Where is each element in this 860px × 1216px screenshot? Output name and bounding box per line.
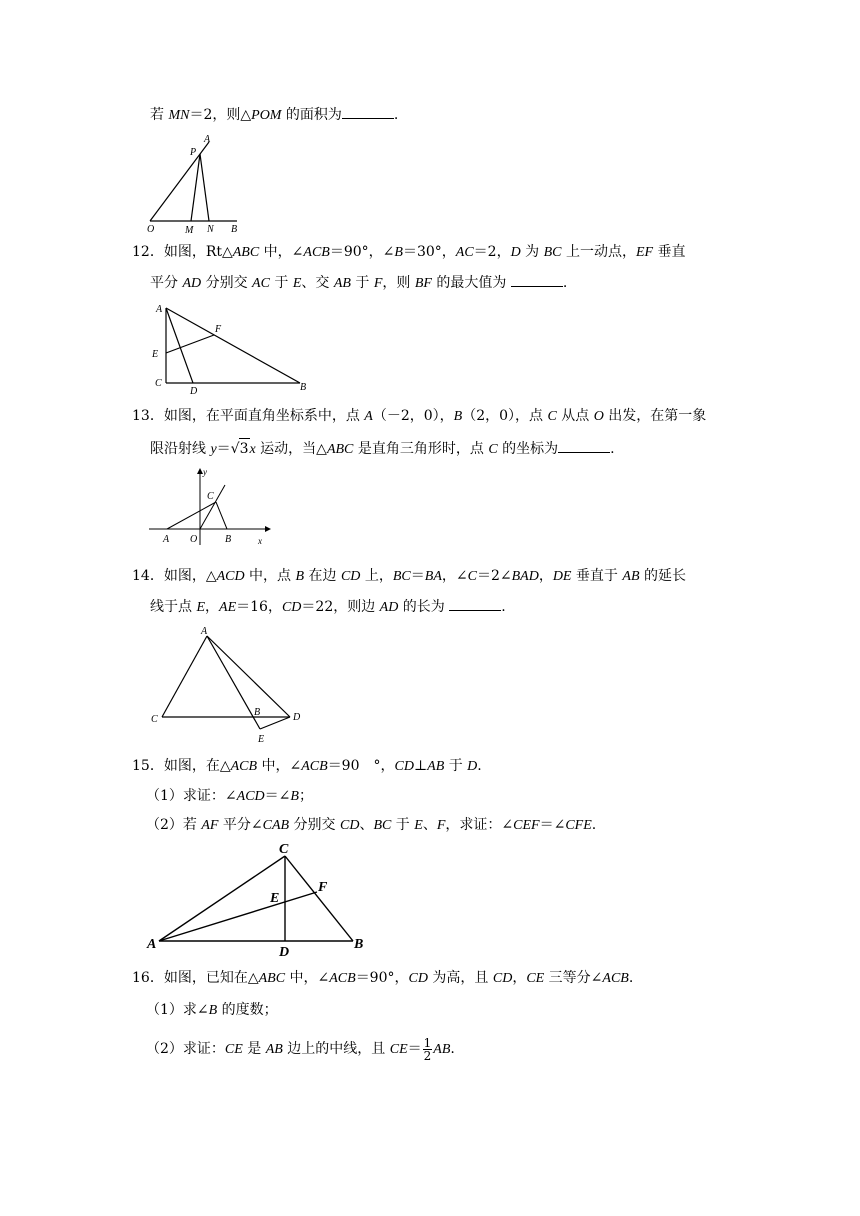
math-var: CE xyxy=(389,1042,408,1057)
math-var: CAB xyxy=(262,818,290,833)
sqrt-sign: √ xyxy=(230,441,240,457)
math-var: CD xyxy=(408,971,428,986)
segment-ae xyxy=(207,636,260,729)
text: 中，∠ xyxy=(285,970,330,986)
math-var: AE xyxy=(219,600,237,615)
text: ； xyxy=(298,788,313,804)
text: 、 xyxy=(359,817,374,833)
text: . xyxy=(628,970,634,986)
text: （2）求证： xyxy=(146,1041,225,1057)
figure-13 xyxy=(145,465,275,550)
label-d: D xyxy=(190,386,198,397)
label-c: C xyxy=(279,842,289,857)
q16-part1 xyxy=(146,1000,278,1021)
segment-ac xyxy=(167,502,216,529)
math-var: B xyxy=(290,789,299,804)
text: 于 xyxy=(444,758,468,774)
math-var: CE xyxy=(224,1042,243,1057)
math-var: C xyxy=(488,442,498,457)
text: ＝ xyxy=(410,568,425,584)
text: 的坐标为 xyxy=(497,441,559,457)
label-b: B xyxy=(254,707,261,718)
text: 上一动点， xyxy=(561,244,636,260)
text: ，则 xyxy=(382,275,415,291)
math-var: E xyxy=(414,818,423,833)
text: ＝22，则边 xyxy=(301,599,380,615)
math-var: AF xyxy=(201,818,219,833)
math-var: AD xyxy=(182,276,202,291)
label-a: A xyxy=(204,134,211,145)
label-f: F xyxy=(215,324,222,335)
math-var: AB xyxy=(433,1042,451,1057)
math-var: BC xyxy=(373,818,392,833)
label-y: y xyxy=(203,467,207,477)
label-e: E xyxy=(270,891,280,906)
label-c: C xyxy=(155,378,162,389)
text: （－2，0）， xyxy=(372,408,454,424)
math-var: DE xyxy=(552,569,572,584)
text: ， xyxy=(205,599,220,615)
text: 的度数； xyxy=(217,1002,278,1018)
math-var: C xyxy=(467,569,477,584)
math-var: AB xyxy=(265,1042,283,1057)
label-d: D xyxy=(293,712,301,723)
math-var: B xyxy=(394,245,403,260)
math-var: O xyxy=(593,409,604,424)
math-var: AC xyxy=(455,245,474,260)
label-a: A xyxy=(147,937,157,952)
text: ，∠ xyxy=(441,568,468,584)
text: 的最大值为 xyxy=(431,275,511,291)
figure-14 xyxy=(145,622,315,747)
fraction-denominator: 2 xyxy=(423,1048,432,1063)
text: . xyxy=(501,599,506,615)
text: . xyxy=(477,758,482,774)
label-c: C xyxy=(151,714,158,725)
math-var: AC xyxy=(252,276,270,291)
math-var: AB xyxy=(622,569,640,584)
label-e: E xyxy=(258,734,265,745)
text: 运动，当△ xyxy=(255,441,327,457)
text: ＝30°， xyxy=(402,244,456,260)
math-var: ACD xyxy=(236,789,265,804)
bisector-af xyxy=(159,892,317,941)
text: 上， xyxy=(360,568,393,584)
text: 为高，且 xyxy=(427,970,493,986)
math-var: ACD xyxy=(216,569,245,584)
math-var: F xyxy=(373,276,383,291)
label-a: A xyxy=(201,626,208,637)
label-b: B xyxy=(231,224,238,234)
text: （2，0），点 xyxy=(462,408,548,424)
fraction-numerator: 1 xyxy=(423,1035,432,1050)
text: . xyxy=(610,441,615,457)
text: ， xyxy=(512,970,527,986)
segment-de xyxy=(260,717,290,729)
label-a: A xyxy=(163,534,170,545)
figure-12 xyxy=(148,300,318,400)
text: 在边 xyxy=(304,568,341,584)
q15-line1 xyxy=(132,756,482,777)
q15-part1 xyxy=(146,786,313,807)
text: 平分 xyxy=(150,275,183,291)
text: 中，点 xyxy=(244,568,296,584)
label-d: D xyxy=(279,945,290,958)
text: 的面积为 xyxy=(281,107,342,123)
text: . xyxy=(591,817,597,833)
q13-line1 xyxy=(132,406,706,427)
sqrt-radicand: 3 xyxy=(239,438,250,459)
text: 从点 xyxy=(556,408,594,424)
text: ＝90 °， xyxy=(327,758,395,774)
math-var: AB xyxy=(427,759,445,774)
text: 14．如图，△ xyxy=(132,568,217,584)
math-var: y xyxy=(210,442,217,457)
text: 中，∠ xyxy=(257,758,302,774)
text: 垂直于 xyxy=(571,568,623,584)
math-var: BAD xyxy=(511,569,539,584)
label-e: E xyxy=(152,349,159,360)
text: 为 xyxy=(520,244,544,260)
text: 边上的中线，且 xyxy=(282,1041,390,1057)
math-var: EF xyxy=(635,245,654,260)
math-var: E xyxy=(292,276,302,291)
text: 限沿射线 xyxy=(150,441,211,457)
text: （2）若 xyxy=(146,817,202,833)
text: ⊥ xyxy=(413,758,428,774)
math-var: CEF xyxy=(513,818,540,833)
math-var: ACB xyxy=(329,971,356,986)
x-axis-arrow xyxy=(265,526,271,532)
math-var: CE xyxy=(526,971,545,986)
segment-cb xyxy=(216,502,227,529)
q14-line1 xyxy=(132,566,686,587)
figure-15 xyxy=(145,838,375,958)
text: 三等分∠ xyxy=(544,970,603,986)
text: （1）求∠ xyxy=(146,1002,209,1018)
label-b: B xyxy=(354,937,364,952)
text: ＝16， xyxy=(236,599,282,615)
text: ＝90°，∠ xyxy=(329,244,395,260)
text: ，求证：∠ xyxy=(445,817,514,833)
segment-ad xyxy=(166,308,193,383)
math-var: ACB xyxy=(230,759,258,774)
math-var: B xyxy=(295,569,305,584)
math-var: A xyxy=(364,409,373,424)
text: ＝ xyxy=(407,1041,422,1057)
text: 是直角三角形时，点 xyxy=(353,441,489,457)
math-var: ABC xyxy=(258,971,286,986)
q12-line1 xyxy=(132,242,686,263)
math-var: CD xyxy=(281,600,302,615)
label-f: F xyxy=(318,880,328,895)
q16-line1 xyxy=(132,968,633,989)
text: 平分∠ xyxy=(218,817,263,833)
text: 的延长 xyxy=(639,568,686,584)
math-var: ABC xyxy=(232,245,260,260)
math-var: POM xyxy=(251,108,282,123)
text: （1）求证：∠ xyxy=(146,788,237,804)
text: ＝∠ xyxy=(539,817,566,833)
math-var: CD xyxy=(340,569,361,584)
text: 于 xyxy=(391,817,415,833)
label-c: C xyxy=(207,491,214,502)
math-var: D xyxy=(467,759,478,774)
math-var: CD xyxy=(394,759,414,774)
answer-blank[interactable] xyxy=(558,438,610,453)
math-var: BC xyxy=(392,569,411,584)
text: 于 xyxy=(350,275,374,291)
text: 出发，在第一象 xyxy=(603,408,707,424)
math-var: F xyxy=(436,818,446,833)
q16-part2 xyxy=(146,1034,455,1065)
math-var: BA xyxy=(424,569,442,584)
math-var: B xyxy=(208,1003,218,1018)
answer-blank[interactable] xyxy=(342,104,394,119)
q13-line2 xyxy=(150,438,615,460)
text: . xyxy=(450,1041,455,1057)
math-var: E xyxy=(196,600,206,615)
label-m: M xyxy=(185,225,194,234)
figure-11 xyxy=(145,134,255,234)
text: 中，∠ xyxy=(259,244,304,260)
q11-text xyxy=(150,104,398,126)
text: 于 xyxy=(269,275,293,291)
text: ＝2， xyxy=(473,244,511,260)
text: ， xyxy=(538,568,553,584)
label-x: x xyxy=(258,536,262,546)
math-var: C xyxy=(547,409,557,424)
math-var: ACB xyxy=(602,971,629,986)
math-var: ACB xyxy=(303,245,330,260)
side-ac xyxy=(162,636,207,717)
side-ac xyxy=(159,856,285,941)
answer-blank[interactable] xyxy=(511,272,563,287)
text: . xyxy=(393,107,399,123)
text: 13．如图，在平面直角坐标系中，点 xyxy=(132,408,365,424)
math-var: AD xyxy=(379,600,399,615)
math-var: ABC xyxy=(326,442,354,457)
fraction-one-half xyxy=(423,1037,433,1062)
math-var: MN xyxy=(168,108,190,123)
math-var: x xyxy=(249,442,256,457)
text: 线于点 xyxy=(150,599,197,615)
label-n: N xyxy=(207,224,214,234)
text: 若 xyxy=(150,107,169,123)
label-p: P xyxy=(190,147,197,158)
text: . xyxy=(562,275,568,291)
segment-pn xyxy=(200,154,209,221)
label-o: O xyxy=(147,224,155,234)
text: 12．如图，Rt△ xyxy=(132,244,233,260)
text: ＝2，则△ xyxy=(189,107,252,123)
label-a: A xyxy=(156,304,163,315)
math-var: AB xyxy=(333,276,351,291)
side-ad xyxy=(207,636,290,717)
label-b: B xyxy=(300,382,307,393)
text: 分别交 xyxy=(201,275,253,291)
math-var: CD xyxy=(492,971,513,986)
math-var: BF xyxy=(414,276,432,291)
text: 分别交 xyxy=(289,817,341,833)
text: 的长为 xyxy=(398,599,450,615)
math-var: D xyxy=(510,245,521,260)
answer-blank[interactable] xyxy=(449,596,501,611)
text: 垂直 xyxy=(653,244,686,260)
label-b: B xyxy=(225,534,232,545)
math-var: B xyxy=(453,409,463,424)
math-var: CFE xyxy=(565,818,592,833)
ray-oa xyxy=(150,142,209,221)
text: ＝ xyxy=(216,441,231,457)
q12-line2 xyxy=(150,272,567,294)
math-var: CD xyxy=(340,818,360,833)
q14-line2 xyxy=(150,596,506,618)
text: 、交 xyxy=(301,275,334,291)
math-var: ACB xyxy=(301,759,328,774)
text: 16．如图，已知在△ xyxy=(132,970,259,986)
text: ＝2∠ xyxy=(476,568,512,584)
label-o: O xyxy=(190,534,198,545)
text: 是 xyxy=(242,1041,266,1057)
text: ＝∠ xyxy=(264,788,291,804)
segment-ef xyxy=(166,335,214,353)
math-var: BC xyxy=(543,245,562,260)
text: 15．如图，在△ xyxy=(132,758,231,774)
text: ＝90°， xyxy=(355,970,409,986)
q15-part2 xyxy=(146,815,596,836)
text: 、 xyxy=(422,817,437,833)
